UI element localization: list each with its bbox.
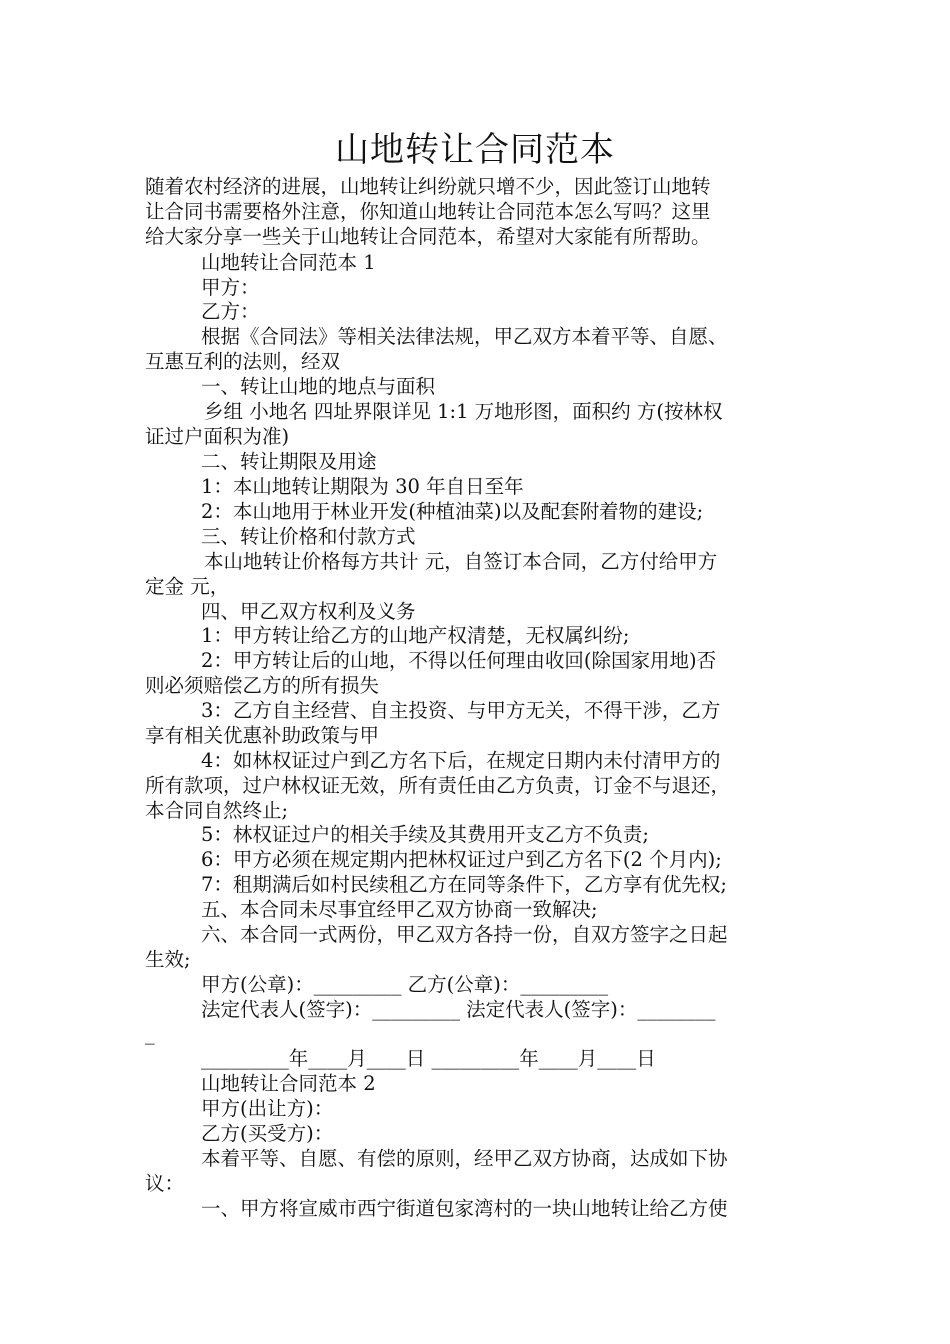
body-line: 甲方(出让方)： <box>201 1097 334 1120</box>
clause-heading: 二、转让期限及用途 <box>201 450 377 473</box>
body-line: 4：如林权证过户到乙方名下后，在规定日期内未付清甲方的 <box>201 749 721 772</box>
body-line: 5：林权证过户的相关手续及其费用开支乙方不负责; <box>201 823 649 846</box>
section-heading: 山地转让合同范本 1 <box>201 251 376 274</box>
body-line: 给大家分享一些关于山地转让合同范本，希望对大家能有所帮助。 <box>145 225 711 248</box>
body-line: 所有款项，过户林权证无效，所有责任由乙方负责，订金不与退还， <box>145 774 731 797</box>
body-line: 生效; <box>145 948 191 971</box>
body-line: 本着平等、自愿、有偿的原则，经甲乙双方协商，达成如下协 <box>201 1147 728 1170</box>
body-line: 3：乙方自主经营、自主投资、与甲方无关，不得干涉，乙方 <box>201 699 721 722</box>
body-line: 乡组 小地名 四址界限详见 1:1 万地形图，面积约 方(按林权 <box>204 400 723 423</box>
clause-heading: 四、甲乙双方权利及义务 <box>201 600 416 623</box>
signature-line: 甲方(公章)：_________ 乙方(公章)：_________ <box>201 973 609 996</box>
clause-heading: 一、甲方将宣威市西宁街道包家湾村的一块山地转让给乙方使 <box>201 1197 728 1220</box>
clause-heading: 五、本合同未尽事宜经甲乙双方协商一致解决; <box>201 898 598 921</box>
body-line: 享有相关优惠补助政策与甲 <box>145 724 380 747</box>
body-line: 让合同书需要格外注意，你知道山地转让合同范本怎么写吗？这里 <box>145 200 711 223</box>
body-line: 本山地转让价格每方共计 元，自签订本合同，乙方付给甲方 <box>204 550 718 573</box>
body-line: 乙方(买受方)： <box>201 1122 334 1145</box>
body-line: 2：甲方转让后的山地，不得以任何理由收回(除国家用地)否 <box>201 649 717 672</box>
body-line: 本合同自然终止; <box>145 799 289 822</box>
clause-heading: 一、转让山地的地点与面积 <box>201 375 436 398</box>
body-line: 乙方： <box>201 300 260 323</box>
body-line: 1：甲方转让给乙方的山地产权清楚，无权属纠纷; <box>201 624 630 647</box>
body-line: 互惠互利的法则，经双 <box>145 350 341 373</box>
section-heading: 山地转让合同范本 2 <box>201 1072 376 1095</box>
body-line: 定金 元， <box>145 575 230 598</box>
body-line: 证过户面积为准) <box>145 425 290 448</box>
body-line: 议： <box>145 1172 185 1195</box>
body-line: 则必须赔偿乙方的所有损失 <box>145 674 380 697</box>
body-line: 根据《合同法》等相关法律法规，甲乙双方本着平等、自愿、 <box>201 325 728 348</box>
body-line: 2：本山地用于林业开发(种植油菜)以及配套附着物的建设; <box>201 500 704 523</box>
body-line: 6：甲方必须在规定期内把林权证过户到乙方名下(2 个月内); <box>201 848 722 871</box>
signature-line: _ <box>145 1022 155 1045</box>
document-title: 山地转让合同范本 <box>335 130 615 170</box>
body-line: 甲方： <box>201 276 260 299</box>
body-line: 随着农村经济的进展，山地转让纠纷就只增不少，因此签订山地转 <box>145 175 711 198</box>
clause-heading: 三、转让价格和付款方式 <box>201 525 416 548</box>
body-line: 7：租期满后如村民续租乙方在同等条件下，乙方享有优先权; <box>201 873 727 896</box>
body-line: 1：本山地转让期限为 30 年自日至年 <box>201 475 524 498</box>
signature-line: 法定代表人(签字)：_________ 法定代表人(签字)：________ <box>201 998 716 1021</box>
clause-heading: 六、本合同一式两份，甲乙双方各持一份，自双方签字之日起 <box>201 923 728 946</box>
date-line: _________年____月____日 _________年____月____日 <box>201 1047 656 1070</box>
